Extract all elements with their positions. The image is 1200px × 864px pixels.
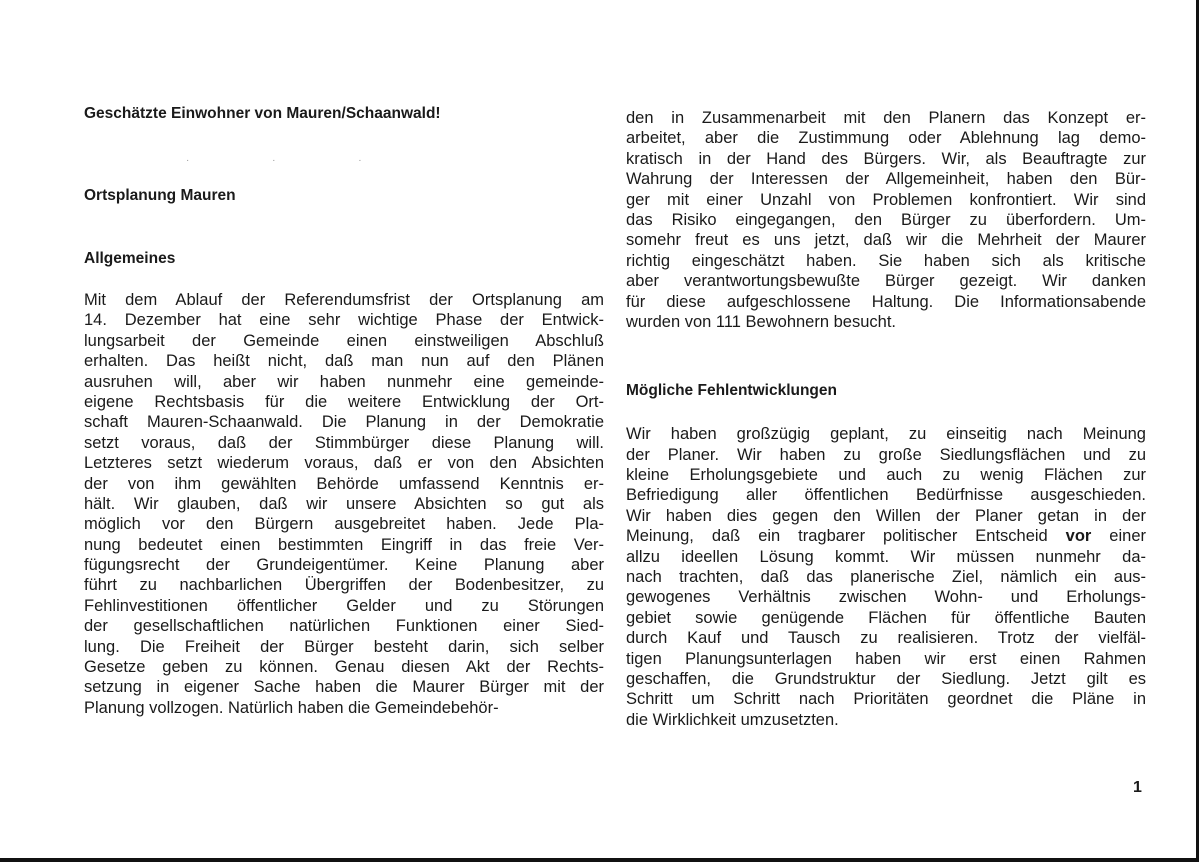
text-segment: einer [1091, 527, 1146, 546]
text-line: kleine Erholungsgebiete und auch zu wenig Flächen zur [626, 466, 1146, 485]
text-line: Gesetze geben zu können. Genau diesen Akt der Rechts- [84, 658, 604, 677]
text-line: ger mit einer Unzahl von Problemen konfrontiert. Wir sind [626, 190, 1146, 209]
left-column [84, 103, 604, 718]
text-line: erhalten. Das heißt nicht, daß man nun auf den Plänen [84, 352, 604, 371]
right-column [626, 108, 1146, 730]
text-line: setzung in eigener Sache haben die Maurer Bürger mit der [84, 678, 604, 697]
text-line: setzt voraus, daß der Stimmbürger diese Planung will. [84, 433, 604, 452]
text-line: hält. Wir glauben, daß wir unsere Absichten so gut als [84, 494, 604, 513]
text-line: nung bedeutet einen bestimmten Eingriff in das freie Ver- [84, 535, 604, 554]
text-line: allzu ideellen Lösung kommt. Wir müssen nunmehr da- [626, 547, 1146, 566]
text-line: Fehlinvestitionen öffentlicher Gelder und zu Störungen [84, 596, 604, 615]
text-line: der gesellschaftlichen natürlichen Funktionen einer Sied- [84, 617, 604, 636]
text-line: lungsarbeit der Gemeinde einen einstweiligen Abschluß [84, 331, 604, 350]
text-line: der Planer. Wir haben zu große Siedlungsflächen und zu [626, 445, 1146, 464]
text-line: Schritt um Schritt nach Prioritäten geordnet die Pläne in [626, 690, 1146, 709]
text-line: die Wirklichkeit umzusetzten. [626, 710, 839, 729]
text-line: Wir haben großzügig geplant, zu einseitig nach Meinung [626, 425, 1146, 444]
text-line: Mit dem Ablauf der Referendumsfrist der Ortsplanung am [84, 291, 604, 309]
general-paragraph [84, 290, 604, 718]
subsection-general-heading: Allgemeines [84, 250, 176, 267]
text-line: den in Zusammenarbeit mit den Planern das Konzept er- [626, 109, 1146, 127]
text-line: Wir haben dies gegen den Willen der Planer getan in der [626, 506, 1146, 525]
subsection-errors-heading: Mögliche Fehlentwicklungen [626, 382, 837, 400]
text-line: Planung vollzogen. Natürlich haben die Gemeindebehör- [84, 698, 499, 717]
text-line: schaft Mauren-Schaanwald. Die Planung in der Demokratie [84, 413, 604, 432]
text-line: möglich vor den Bürgern ausgebreitet haben. Jede Pla- [84, 515, 604, 534]
text-segment: Meinung, daß ein tragbarer politischer Entscheid [626, 527, 1066, 546]
text-line: 14. Dezember hat eine sehr wichtige Phase der Entwick- [84, 311, 604, 330]
text-line: fügungsrecht der Grundeigentümer. Keine Planung aber [84, 556, 604, 575]
section-title: Ortsplanung Mauren [84, 187, 236, 204]
greeting-heading: Geschätzte Einwohner von Mauren/Schaanwald! [84, 105, 441, 122]
text-line: Wahrung der Interessen der Allgemeinheit, haben den Bür- [626, 170, 1146, 189]
text-line: richtig eingeschätzt haben. Sie haben sich als kritische [626, 251, 1146, 270]
scan-specks: · · · [186, 155, 402, 166]
text-line: für diese aufgeschlossene Haltung. Die Informationsabende [626, 292, 1146, 311]
text-line: ausruhen will, aber wir haben nunmehr eine gemeinde- [84, 372, 604, 391]
text-line: somehr freut es uns jetzt, daß wir die Mehrheit der Maurer [626, 231, 1146, 250]
text-line: lung. Die Freiheit der Bürger besteht darin, sich selber [84, 637, 604, 656]
text-line [626, 526, 1146, 546]
text-line: gewogenes Verhältnis zwischen Wohn- und Erholungs- [626, 588, 1146, 607]
text-line: arbeitet, aber die Zustimmung oder Ablehnung lag demo- [626, 129, 1146, 148]
text-line: nach trachten, daß das planerische Ziel, nämlich ein aus- [626, 568, 1146, 587]
text-line: durch Kauf und Tausch zu realisieren. Trotz der vielfäl- [626, 629, 1146, 648]
text-line: Befriedigung aller öffentlichen Bedürfnisse ausgeschieden. [626, 486, 1146, 505]
text-line: geschaffen, die Grundstruktur der Siedlung. Jetzt gilt es [626, 669, 1146, 688]
page-number: 1 [1133, 779, 1142, 796]
text-line: aber verantwortungsbewußte Bürger gezeigt. Wir danken [626, 272, 1146, 291]
text-line: gebiet sowie genügende Flächen für öffentliche Bauten [626, 608, 1146, 627]
text-line: kratisch in der Hand des Bürgers. Wir, als Beauftragte zur [626, 149, 1146, 168]
emphasis-word: vor [1065, 527, 1092, 546]
text-line: wurden von 111 Bewohnern besucht. [626, 312, 896, 331]
errors-paragraph [626, 424, 1146, 730]
text-line: Letzteres setzt wiederum voraus, daß er von den Absichten [84, 454, 604, 473]
text-line: tigen Planungsunterlagen haben wir erst einen Rahmen [626, 649, 1146, 668]
text-line: der von ihm gewählten Behörde umfassend Kenntnis er- [84, 474, 604, 493]
general-paragraph-continued [626, 108, 1146, 332]
text-line: das Risiko eingegangen, den Bürger zu überfordern. Um- [626, 210, 1146, 229]
text-line: eigene Rechtsbasis für die weitere Entwicklung der Ort- [84, 392, 604, 411]
text-line: führt zu nachbarlichen Übergriffen der Bodenbesitzer, zu [84, 576, 604, 595]
